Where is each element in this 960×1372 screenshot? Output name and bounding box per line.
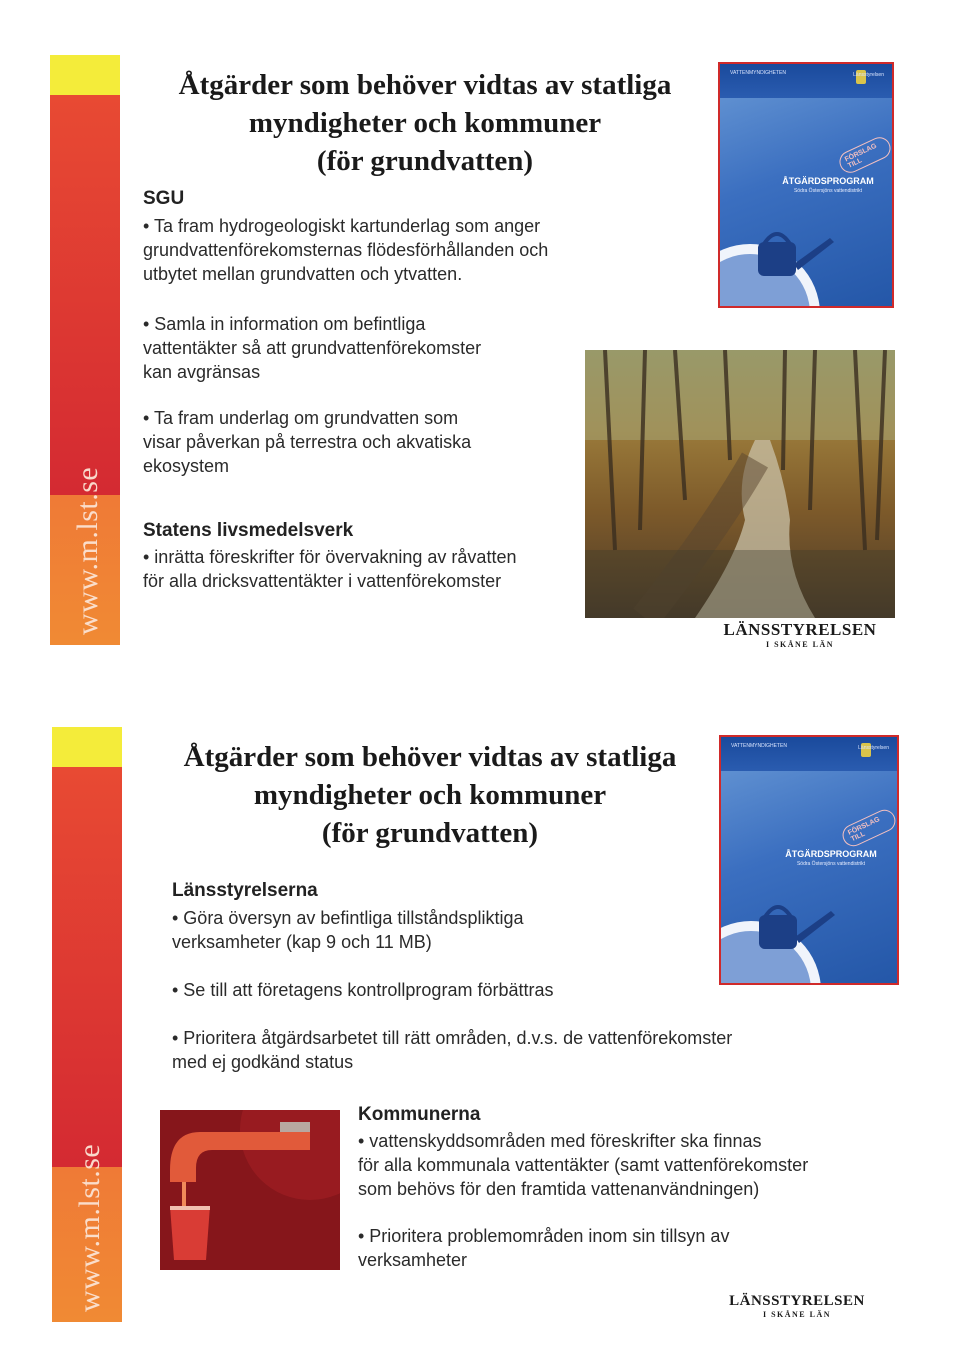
cover-program-title: ÅTGÄRDSPROGRAM	[785, 849, 877, 859]
report-cover-image: VATTENMYNDIGHETEN Länsstyrelsen FÖRSLAG TILL ÅTGÄRDSPROGRAM Södra Östersjöns vattendistrikt	[719, 735, 899, 985]
slide1-title: Åtgärder som behöver vidtas av statliga myndigheter och kommuner (för grundvatten)	[178, 69, 672, 177]
cover-subtitle: Södra Östersjöns vattendistrikt	[796, 861, 866, 867]
sidebar-url: www.m.lst.se	[73, 1143, 106, 1312]
cover-subtitle: Södra Östersjöns vattendistrikt	[793, 188, 863, 194]
slide2-bullet-3: • Prioritera åtgärdsarbetet till rätt områden, d.v.s. de vattenförekomster med ej godkänd status	[172, 1028, 733, 1072]
slide2-bullet-2: • Se till att företagens kontrollprogram förbättras	[172, 980, 554, 1000]
slide1-bullet-2: • Samla in information om befintliga vattentäkter så att grundvattenförekomster kan avgränsas	[143, 314, 482, 382]
sidebar-url: www.m.lst.se	[71, 466, 104, 635]
watering-can-icon	[751, 897, 841, 957]
slide2-section2-heading: Kommunerna	[358, 1104, 481, 1125]
slide1-section1-heading: SGU	[143, 188, 185, 209]
slide2-section1-heading: Länsstyrelserna	[172, 880, 318, 901]
slide2-title: Åtgärder som behöver vidtas av statliga myndigheter och kommuner (för grundvatten)	[183, 741, 677, 849]
lansstyrelsen-logo: LÄNSSTYRELSEN I SKÅNE LÄN	[723, 620, 877, 649]
water-tap-image	[160, 1110, 340, 1270]
stream-photo	[585, 350, 895, 618]
slide2-bullet-5: • Prioritera problemområden inom sin tillsyn av verksamheter	[358, 1226, 730, 1270]
slide2-bullet-1: • Göra översyn av befintliga tillståndspliktiga verksamheter (kap 9 och 11 MB)	[172, 908, 524, 952]
sidebar-stripe	[50, 55, 120, 645]
slide1-section2-heading: Statens livsmedelsverk	[143, 520, 354, 541]
slide1-bullet-1: • Ta fram hydrogeologiskt kartunderlag som anger grundvattenförekomsternas flödesförhållanden och utbytet mellan grundvatten och ytvatten.	[143, 216, 549, 284]
slide2-bullet-4: • vattenskyddsområden med föreskrifter ska finnas för alla kommunala vattentäkter (samt vattenförekomster som behövs för den framtida vattenanvändningen)	[358, 1131, 809, 1199]
cover-stamp: FÖRSLAG TILL	[836, 134, 894, 177]
slide1-bullet-3: • Ta fram underlag om grundvatten som visar påverkan på terrestra och akvatiska ekosystem	[143, 408, 472, 476]
report-cover-image: VATTENMYNDIGHETEN Länsstyrelsen FÖRSLAG TILL ÅTGÄRDSPROGRAM Södra Östersjöns vattendistrikt	[718, 62, 894, 308]
cover-program-title: ÅTGÄRDSPROGRAM	[782, 176, 874, 186]
sidebar-stripe	[52, 727, 122, 1322]
lansstyrelsen-logo: LÄNSSTYRELSEN I SKÅNE LÄN	[729, 1293, 865, 1319]
watering-can-icon	[750, 224, 840, 284]
slide1-bullet-4: • inrätta föreskrifter för övervakning av råvatten för alla dricksvattentäkter i vattenförekomster	[143, 547, 517, 591]
cover-stamp: FÖRSLAG TILL	[839, 806, 899, 850]
